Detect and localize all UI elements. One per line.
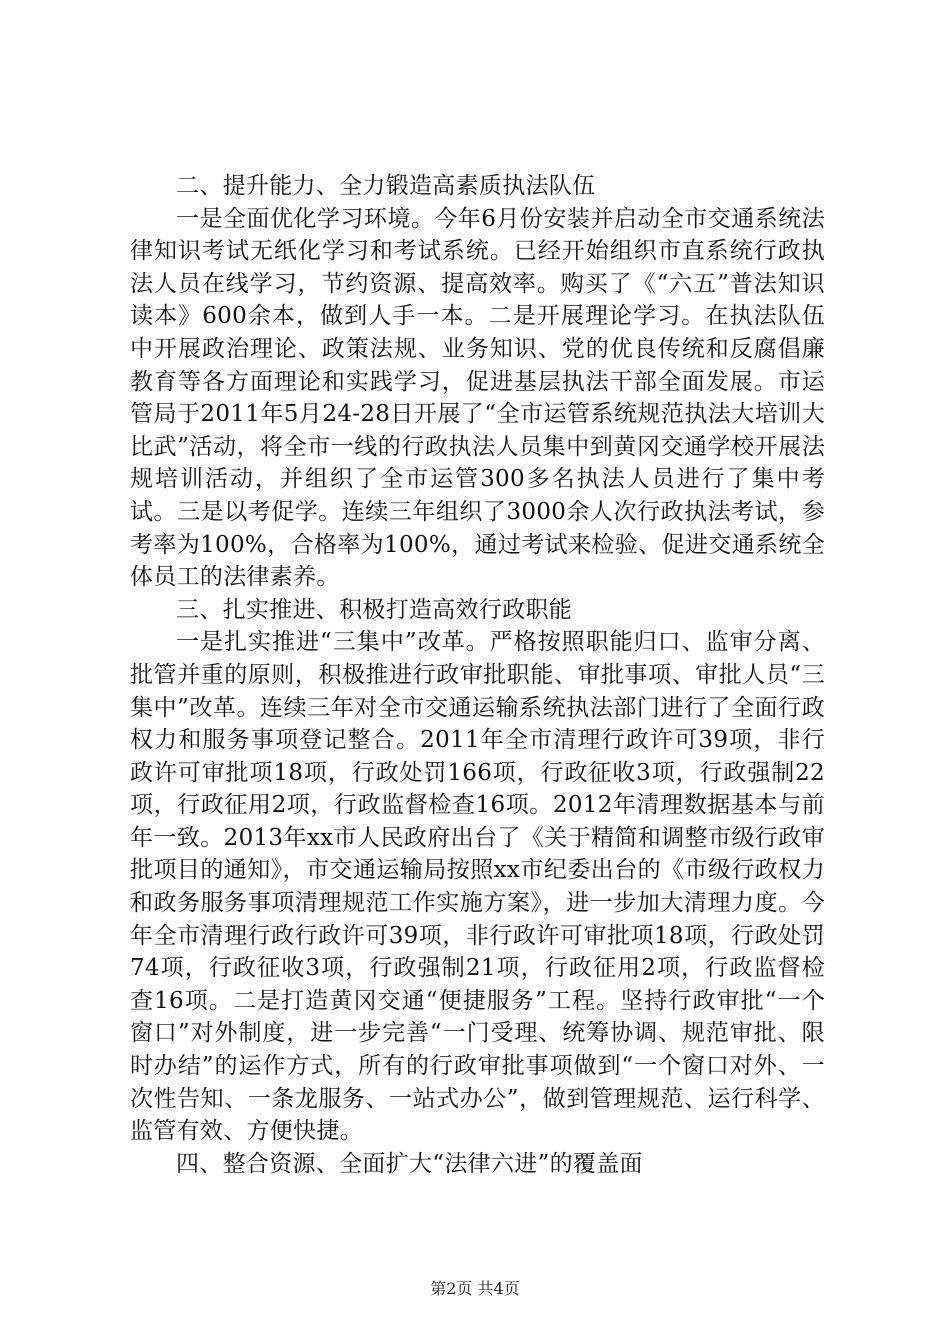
- section-heading-3: 三、扎实推进、积极打造高效行政职能: [176, 596, 573, 623]
- page-number-footer: 第2页 共4页: [430, 1279, 520, 1298]
- section-paragraph-2: 一是全面优化学习环境。今年6月份安装并启动全市交通系统法律知识考试无纸化学习和考试系统。已经开始组织市直系统行政执法人员在线学习，节约资源、提高效率。购买了《“六五”普法知识读本》600余本，做到人手一本。二是开展理论学习。在执法队伍中开展政治理论、政策法规、业务知识、党的优良传统和反腐倡廉教育等各方面理论和实践学习，促进基层执法干部全面发展。市运管局于2011年5月24-28日开展了“全市运管系统规范执法大培训大比武”活动，将全市一线的行政执法人员集中到黄冈交通学校开展法规培训活动，并组织了全市运管300多名执法人员进行了集中考试。三是以考促学。连续三年组织了3000余人次行政执法考试，参考率为100%，合格率为100%，通过考试来检验、促进交通系统全体员工的法律素养。: [130, 205, 825, 591]
- section-heading-2: 二、提升能力、全力锻造高素质执法队伍: [176, 173, 596, 199]
- section-heading-4: 四、整合资源、全面扩大“法律六进”的覆盖面: [176, 1150, 643, 1177]
- document-body: [130, 170, 825, 1180]
- section-paragraph-3: 一是扎实推进“三集中”改革。严格按照职能归口、监审分离、批管并重的原则，积极推进行政审批职能、审批事项、审批人员“三集中”改革。连续三年对全市交通运输系统执法部门进行了全面行政权力和服务事项登记整合。2011年全市清理行政许可39项，非行政许可审批项18项，行政处罚166项，行政征收3项，行政强制22项，行政征用2项，行政监督检查16项。2012年清理数据基本与前年一致。2013年xx市人民政府出台了《关于精简和调整市级行政审批项目的通知》，市交通运输局按照xx市纪委出台的《市级行政权力和政务服务事项清理规范工作实施方案》，进一步加大清理力度。今年全市清理行政行政许可39项，非行政许可审批项18项，行政处罚74项，行政征收3项，行政强制21项，行政征用2项，行政监督检查16项。二是打造黄冈交通“便捷服务”工程。坚持行政审批“一个窗口”对外制度，进一步完善“一门受理、统筹协调、规范审批、限时办结”的运作方式，所有的行政审批事项做到“一个窗口对外、一次性告知、一条龙服务、一站式办公”，做到管理规范、运行科学、监管有效、方便快捷。: [130, 629, 825, 1145]
